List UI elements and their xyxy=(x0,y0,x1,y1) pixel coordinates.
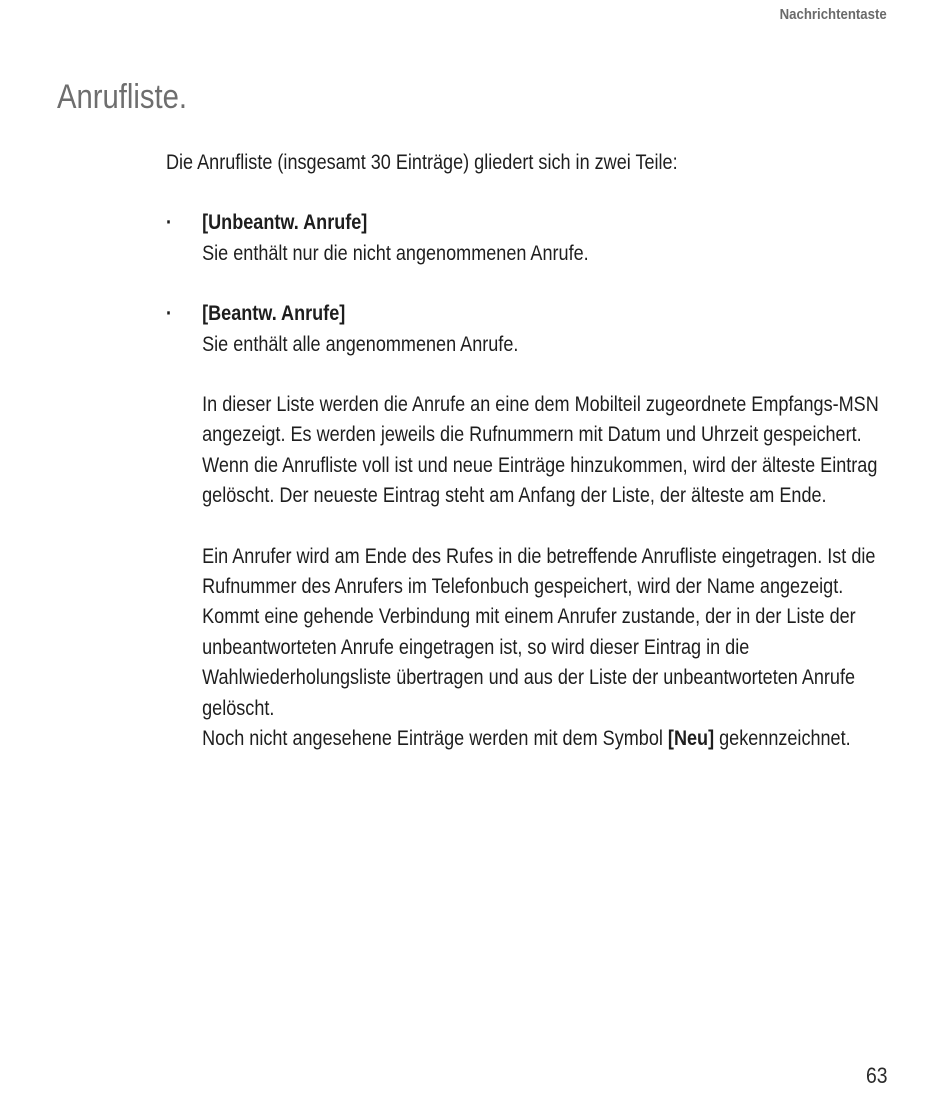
bullet-marker: · xyxy=(166,211,173,235)
section-title: Anrufliste. xyxy=(57,78,188,116)
body-paragraph-list-behavior: In dieser Liste werden die Anrufe an eine dem Mobilteil zugeordnete Empfangs-MSN angezeigt. Es werden jeweils die Rufnummern mit Datum und Uhrzeit gespeichert. Wenn die Anrufliste voll ist und neue Einträge hinzukommen, wird der älteste Eintrag gelöscht. Der neueste Eintrag steht am Anfang der Liste, der älteste am Ende. xyxy=(202,393,879,508)
page-content xyxy=(166,148,880,755)
body-text-block xyxy=(166,390,880,754)
bullet-item-answered-calls xyxy=(166,299,880,360)
body-paragraph-new-symbol xyxy=(202,724,880,754)
bullet-description: Sie enthält alle angenommenen Anrufe. xyxy=(202,332,519,356)
new-symbol-text-before: Noch nicht angesehene Einträge werden mit dem Symbol xyxy=(202,727,668,751)
running-header: Nachrichtentaste xyxy=(779,6,887,23)
intro-paragraph: Die Anrufliste (insgesamt 30 Einträge) gliedert sich in zwei Teile: xyxy=(166,151,678,174)
new-symbol-label: [Neu] xyxy=(667,727,715,751)
page-number: 63 xyxy=(865,1063,887,1088)
body-paragraph-caller-entry: Ein Anrufer wird am Ende des Rufes in die betreffende Anrufliste eingetragen. Ist die Rufnummer des Anrufers im Telefonbuch gespeichert, wird der Name angezeigt. Kommt eine gehende Verbindung mit einem Anrufer zustande, der in der Liste der unbeantworteten Anrufe eingetragen ist, so wird dieser Eintrag in die Wahlwiederholungsliste übertragen und aus der Liste der unbeantworteten Anrufe gelöscht. xyxy=(202,544,876,720)
bullet-term: [Unbeantw. Anrufe] xyxy=(202,211,368,235)
new-symbol-text-after: gekennzeichnet. xyxy=(714,727,851,751)
bullet-marker: · xyxy=(166,302,173,326)
bullet-description: Sie enthält nur die nicht angenommenen Anrufe. xyxy=(202,241,589,265)
bullet-item-unanswered-calls xyxy=(166,208,880,269)
bullet-term: [Beantw. Anrufe] xyxy=(202,302,346,326)
